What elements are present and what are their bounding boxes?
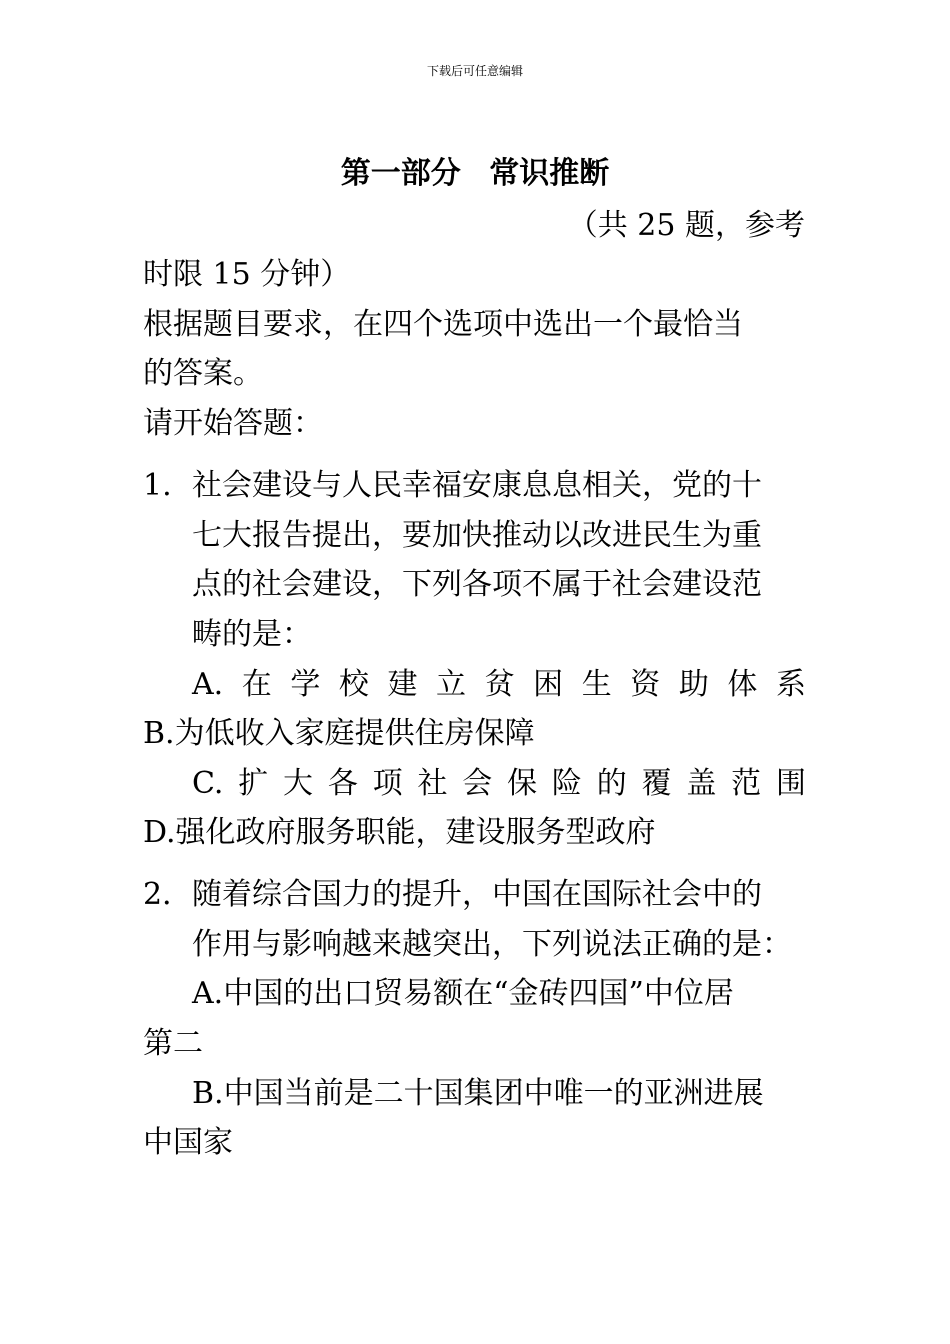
option-char: 会 [462,766,493,801]
q1-line: 点的社会建设，下列各项不属于社会建设范 [192,567,762,602]
option-char: 扩 [238,766,269,801]
option-char: A. [192,667,224,702]
q1-number: 1. [143,468,172,503]
option-char: 困 [533,667,564,702]
q2-number: 2． [143,877,193,912]
option-char: 资 [630,667,661,702]
option-char: 贫 [484,667,515,702]
section-title [0,152,950,196]
section-part: 第一部分 [340,156,461,191]
option-char: 在 [241,667,272,702]
option-char: 助 [678,667,709,702]
option-char: 学 [290,667,321,702]
q1-line: 七大报告提出，要加快推动以改进民生为重 [192,518,762,553]
q2-line: 随着综合国力的提升，中国在国际社会中的 [192,877,762,912]
q1-line: 畴的是： [192,617,312,652]
option-char: 体 [727,667,758,702]
q2-option-b-cont: 中国家 [143,1125,233,1160]
q2-option-b: B.中国当前是二十国集团中唯一的亚洲进展 [192,1076,764,1111]
q2-option-a: A.中国的出口贸易额在“金砖四国”中位居 [192,976,734,1011]
option-char: 项 [372,766,403,801]
option-char: 生 [581,667,612,702]
q2-line: 作用与影响越来越突出，下列说法正确的是： [192,927,792,962]
option-char: C. [192,766,224,801]
option-char: 建 [387,667,418,702]
option-char: 盖 [686,766,717,801]
option-char: 保 [507,766,538,801]
option-char: 的 [596,766,627,801]
q1-option-d: D.强化政府服务职能，建设服务型政府 [143,815,656,850]
option-char: 立 [436,667,467,702]
q1-line: 社会建设与人民幸福安康息息相关，党的十 [192,468,762,503]
q1-option-a [192,663,806,707]
section-name: 常识推断 [489,156,610,191]
q1-option-b: B.为低收入家庭提供住房保障 [143,716,535,751]
count-line-a: （共 25 题，参考 [567,208,805,243]
option-char: 系 [775,667,806,702]
instruction-line-a: 根据题目要求，在四个选项中选出一个最恰当 [143,307,743,342]
count-line-b: 时限 15 分钟） [143,257,351,292]
option-char: 校 [338,667,369,702]
start-prompt: 请开始答题： [143,406,323,441]
instruction-line-b: 的答案。 [143,356,263,391]
q1-option-c [192,762,806,806]
option-char: 覆 [641,766,672,801]
option-char: 险 [551,766,582,801]
header-note: 下载后可任意编辑 [426,64,523,78]
option-char: 围 [775,766,806,801]
option-char: 各 [327,766,358,801]
option-char: 范 [731,766,762,801]
option-char: 社 [417,766,448,801]
option-char: 大 [283,766,314,801]
q2-option-a-cont: 第二 [143,1026,203,1061]
